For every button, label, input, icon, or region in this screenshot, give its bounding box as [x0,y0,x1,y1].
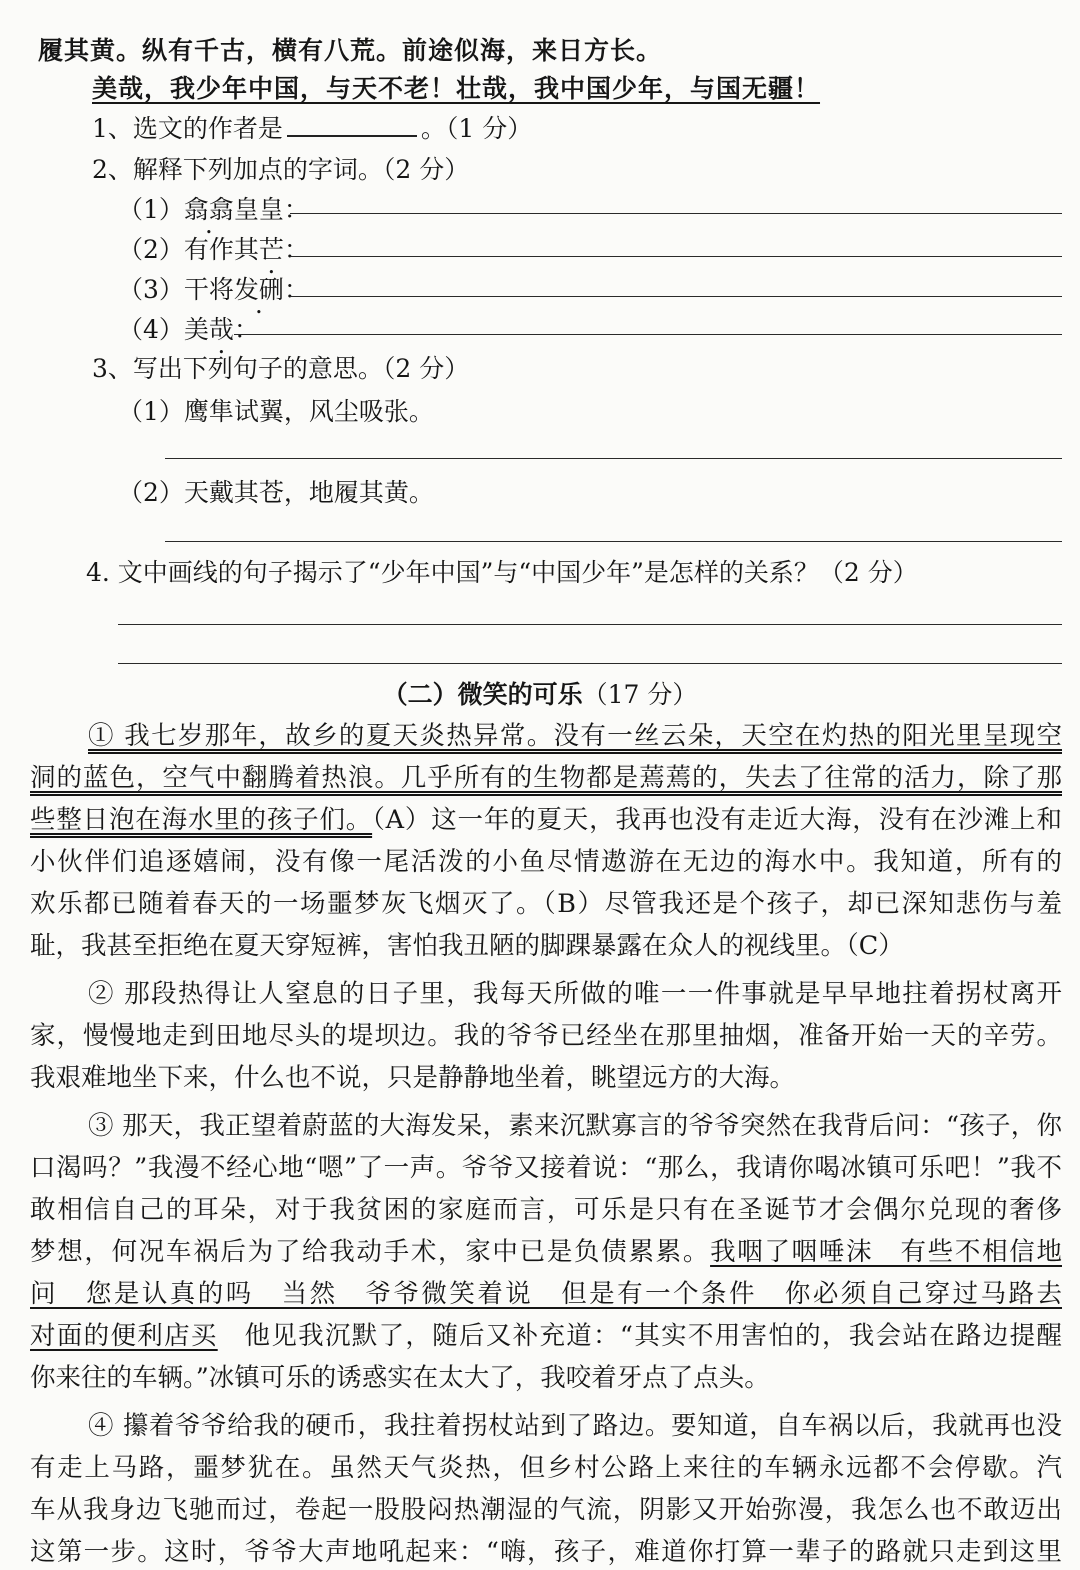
question-2-item-4 [118,313,259,347]
paragraph-3-line-5: 问 您是认真的吗 当然 爷爷微笑着说 但是有一个条件 你必须自己穿过马路去 [30,1279,1062,1309]
item-suffix: ： [283,275,309,304]
question-3-sentence-1: （1）鹰隼试翼，风尘吸张。 [118,397,434,426]
dotted-word: 哉 [208,315,234,344]
underlined-text: 些整日泡在海水里的孩子们。 [30,805,373,835]
answer-line-2-2[interactable] [290,256,1062,257]
section-title-text: （二）微笑的可乐 [382,680,583,709]
question-3-sentence-2: （2）天戴其苍，地履其黄。 [118,478,434,507]
paragraph-2-line-1: ② 那段热得让人窒息的日子里，我每天所做的唯一一件事就是早早地拄着拐杖离开 [88,979,1062,1009]
plain-text: （A）这一年的夏天，我再也没有走近大海，没有在沙滩上和 [372,805,1062,835]
underlined-text: 我咽了咽唾沫 有些不相信地 [710,1237,1062,1267]
paragraph-4-line-3: 车从我身边飞驰而过，卷起一股股闷热潮湿的气流，阴影又开始弥漫，我怎么也不敢迈出 [30,1495,1062,1525]
item-number: （2） [118,235,184,264]
question-3-label: 3、写出下列句子的意思。（2 分） [92,354,470,383]
dotted-word: 发硎 [233,275,284,304]
paragraph-3-line-6 [30,1318,1062,1354]
question-1-answer-blank[interactable] [287,113,417,137]
answer-line-3-1[interactable] [165,458,1062,459]
item-word: 有作其 [183,235,259,264]
question-1-prefix: 1、选文的作者是 [92,114,283,143]
paragraph-1-line-1 [30,718,1062,754]
answer-line-2-3[interactable] [290,296,1062,297]
dotted-word: 芒 [258,235,284,264]
answer-line-3-2[interactable] [165,541,1062,542]
item-number: （1） [118,195,184,224]
paragraph-1-line-4: 小伙伴们追逐嬉闹，没有像一尾活泼的小鱼尽情遨游在无边的海水中。我知道，所有的 [30,847,1062,877]
underlined-text: ① 我七岁那年，故乡的夏天炎热异常。没有一丝云朵，天空在灼热的阳光里呈现空 [88,721,1062,751]
item-word: 美 [183,315,209,344]
answer-line-4-1[interactable] [118,624,1062,625]
paragraph-3-line-7: 你来往的车辆。”冰镇可乐的诱惑实在太大了，我咬着牙点了点头。 [30,1363,770,1393]
question-2-label: 2、解释下列加点的字词。（2 分） [92,155,470,184]
paragraph-1-line-2 [30,760,1062,796]
plain-text: 他见我沉默了，随后又补充道：“其实不用害怕的，我会站在路边提醒 [217,1321,1062,1351]
paragraph-1-line-5: 欢乐都已随着春天的一场噩梦灰飞烟灭了。（B）尽管我还是个孩子，却已深知悲伤与羞 [30,889,1062,919]
answer-line-2-4[interactable] [234,334,1062,335]
item-number: （3） [118,275,184,304]
answer-line-2-1[interactable] [290,213,1062,214]
question-2-item-3 [118,273,309,307]
plain-text: 梦想，何况车祸后为了给我动手术，家中已是负债累累。 [30,1237,711,1267]
item-suffix: ： [283,235,309,264]
paragraph-4-line-4: 这第一步。这时，爷爷大声地吼起来：“嗨，孩子，难道你打算一辈子的路就只走到这里 [30,1537,1062,1567]
paragraph-3-line-3: 敢相信自己的耳朵，对于我贫困的家庭而言，可乐是只有在圣诞节才会偶尔兑现的奢侈 [30,1195,1062,1225]
underlined-text: 洞的蓝色，空气中翻腾着热浪。几乎所有的生物都是蔫蔫的，失去了往常的活力，除了那 [30,763,1062,793]
header-line-2-underlined: 美哉，我少年中国，与天不老！壮哉，我中国少年，与国无疆！ [92,74,821,103]
question-1-suffix: 。（1 分） [420,114,533,143]
answer-line-4-2[interactable] [118,663,1062,664]
paragraph-3-line-4 [30,1234,1062,1270]
paragraph-2-line-2: 家，慢慢地走到田地尽头的堤坝边。我的爷爷已经坐在那里抽烟，准备开始一天的辛劳。 [30,1021,1062,1051]
item-suffix: ： [233,315,259,344]
question-2-item-1 [118,193,309,227]
question-1 [92,112,532,146]
paragraph-2-line-3: 我艰难地坐下来，什么也不说，只是静静地坐着，眺望远方的大海。 [30,1063,796,1093]
section-points: （17 分） [582,680,698,709]
paragraph-1-line-6: 耻，我甚至拒绝在夏天穿短裤，害怕我丑陋的脚踝暴露在众人的视线里。（C） [30,931,904,961]
item-word: 干将 [183,275,234,304]
paragraph-4-line-1: ④ 攥着爷爷给我的硬币，我拄着拐杖站到了路边。要知道，自车祸以后，我就再也没 [88,1411,1062,1441]
paragraph-3-line-1: ③ 那天，我正望着蔚蓝的大海发呆，素来沉默寡言的爷爷突然在我背后问：“孩子，你 [88,1111,1062,1141]
paragraph-1-line-3 [30,802,1062,838]
item-suffix: 皇皇： [233,195,309,224]
question-4-label: 4. 文中画线的句子揭示了“少年中国”与“中国少年”是怎样的关系？（2 分） [86,558,918,587]
question-2-item-2 [118,233,309,267]
item-number: （4） [118,315,184,344]
paragraph-3-line-2: 口渴吗？”我漫不经心地“嗯”了一声。爷爷又接着说：“那么，我请你喝冰镇可乐吧！”我不 [30,1153,1062,1183]
paragraph-4-line-2: 有走上马路，噩梦犹在。虽然天气炎热，但乡村公路上来往的车辆永远都不会停歇。汽 [30,1453,1062,1483]
dotted-word: 翕翕 [183,195,234,224]
section-title [0,678,1080,712]
underlined-text: 对面的便利店买 [30,1321,218,1351]
header-line-1: 履其黄。纵有千古，横有八荒。前途似海，来日方长。 [38,36,663,65]
